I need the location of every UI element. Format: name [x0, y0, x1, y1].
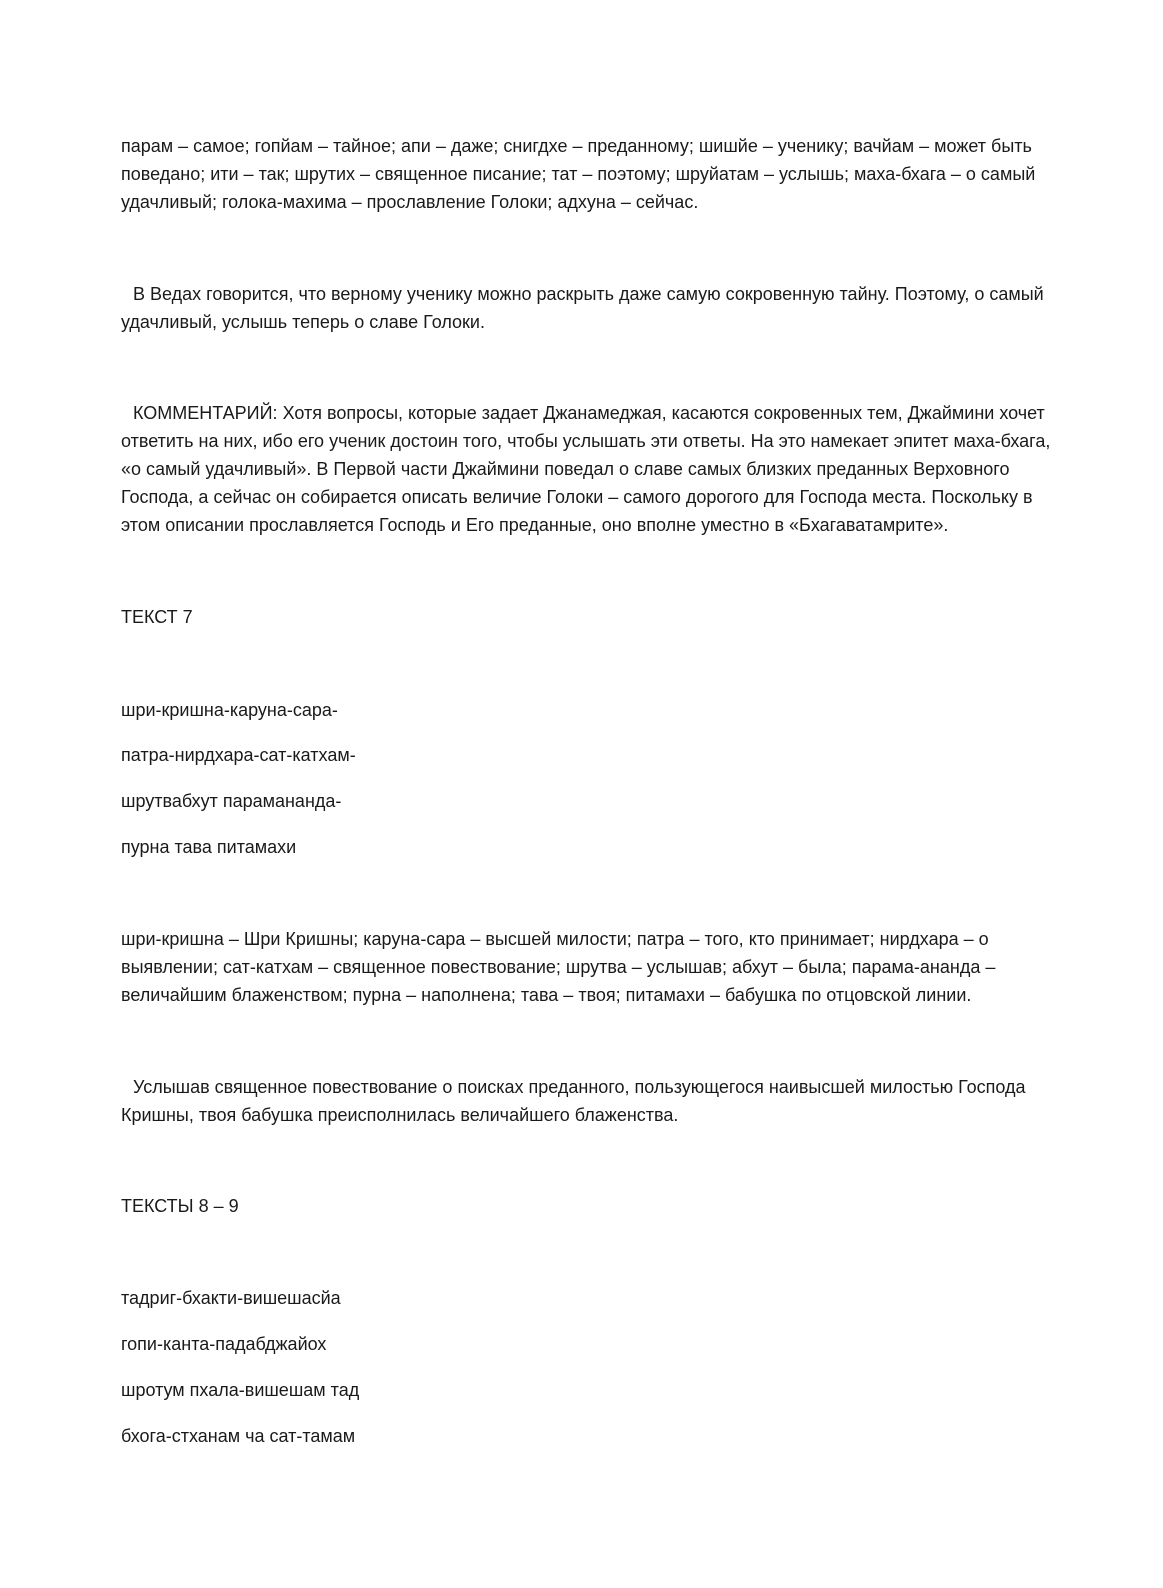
verse-line: бхога-стханам ча сат-тамам	[121, 1426, 356, 1446]
verse-line: шри-кришна-каруна-сара-	[121, 700, 338, 720]
translation-paragraph: В Ведах говорится, что верному ученику можно раскрыть даже самую сокровенную тайну. Поэтому, о самый удачливый, услышь теперь о славе Голоки.	[121, 284, 1044, 332]
text-heading: ТЕКСТЫ 8 – 9	[121, 1196, 239, 1216]
text-heading: ТЕКСТ 7	[121, 607, 193, 627]
translation-paragraph: Услышав священное повествование о поисках преданного, пользующегося наивысшей милостью Господа Кришны, твоя бабушка преисполнилась величайшего блаженства.	[121, 1077, 1026, 1125]
verse-line: пурна тава питамахи	[121, 837, 297, 857]
verse-line: гопи-канта-падабджайох	[121, 1334, 327, 1354]
synonyms-paragraph: шри-кришна – Шри Кришны; каруна-сара – высшей милости; патра – того, кто принимает; нирдхара – о выявлении; сат-катхам – священное повествование; шрутва – услышав; абхут – была; парама-ананда – величайшим блаженством; пурна – наполнена; тава – твоя; питамахи – бабушка по отцовской линии.	[121, 929, 996, 1005]
verse-line: шротум пхала-вишешам тад	[121, 1380, 360, 1400]
commentary-paragraph: КОММЕНТАРИЙ: Хотя вопросы, которые задает Джанамеджая, касаются сокровенных тем, Джаймини хочет ответить на них, ибо его ученик достоин того, чтобы услышать эти ответы. На это намекает эпитет маха-бхага, «о самый удачливый». В Первой части Джаймини поведал о славе самых близких преданных Верховного Господа, а сейчас он собирается описать величие Голоки – самого дорогого для Господа места. Поскольку в этом описании прославляется Господь и Его преданные, оно вполне уместно в «Бхагаватамрите».	[121, 403, 1051, 535]
verse-line: тадриг-бхакти-вишешасйа	[121, 1288, 341, 1308]
verse-line: патра-нирдхара-сат-катхам-	[121, 745, 356, 765]
verse-line: шрутвабхут парамананда-	[121, 791, 342, 811]
synonyms-paragraph: парам – самое; гопйам – тайное; апи – даже; снигдхе – преданному; шишйе – ученику; вачйам – может быть поведано; ити – так; шрутих – священное писание; тат – поэтому; шруйатам – услышь; маха-бхага – о самый удачливый; голока-махима – прославление Голоки; адхуна – сейчас.	[121, 136, 1036, 212]
